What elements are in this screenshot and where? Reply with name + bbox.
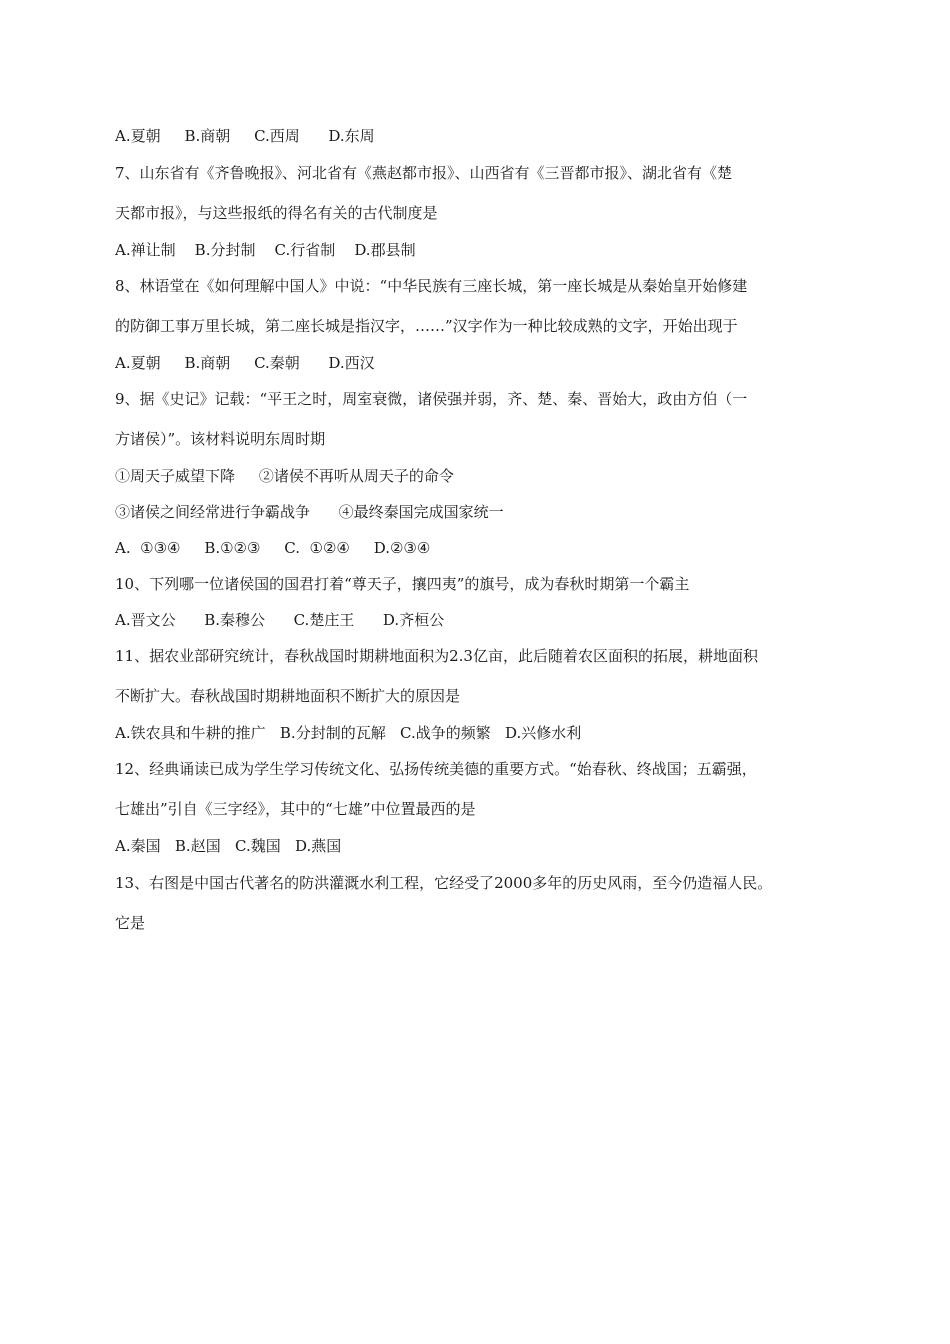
q8-options: A.夏朝 B.商朝 C.秦朝 D.西汉	[115, 354, 375, 372]
q9-stem-line-1: 9、据《史记》记载：“平王之时，周室衰微，诸侯强并弱，齐、楚、秦、晋始大，政由方伯（一	[115, 390, 748, 408]
q10-stem: 10、下列哪一位诸侯国的国君打着“尊天子，攘四夷”的旗号，成为春秋时期第一个霸主	[115, 575, 690, 593]
q12-stem-line-1: 12、经典诵读已成为学生学习传统文化、弘扬传统美德的重要方式。“始春秋、终战国；五霸强，	[115, 760, 757, 778]
q11-stem-line-2: 不断扩大。春秋战国时期耕地面积不断扩大的原因是	[115, 687, 461, 705]
q9-stem-line-2: 方诸侯）”。该材料说明东周时期	[115, 430, 326, 448]
q10-options: A.晋文公 B.秦穆公 C.楚庄王 D.齐桓公	[115, 611, 445, 629]
q6-options: A.夏朝 B.商朝 C.西周 D.东周	[115, 127, 375, 145]
q13-stem-line-2: 它是	[115, 914, 146, 932]
q7-stem-line-1: 7、山东省有《齐鲁晚报》、河北省有《燕赵都市报》、山西省有《三晋都市报》、湖北省有《楚	[115, 164, 733, 182]
q9-statement-3-4: ③诸侯之间经常进行争霸战争 ④最终秦国完成国家统一	[115, 503, 504, 521]
q7-stem-line-2: 天都市报》，与这些报纸的得名有关的古代制度是	[115, 204, 438, 222]
q8-stem-line-2: 的防御工事万里长城，第二座长城是指汉字，……”汉字作为一种比较成熟的文字，开始出现于	[115, 317, 738, 335]
q8-stem-line-1: 8、林语堂在《如何理解中国人》中说：“中华民族有三座长城，第一座长城是从秦始皇开始修建	[115, 277, 748, 295]
q12-options: A.秦国 B.赵国 C.魏国 D.燕国	[115, 837, 342, 855]
q11-options: A.铁农具和牛耕的推广 B.分封制的瓦解 C.战争的频繁 D.兴修水利	[115, 724, 582, 742]
q13-stem-line-1: 13、右图是中国古代著名的防洪灌溉水利工程，它经受了2000多年的历史风雨，至今仍造福人民。	[115, 874, 773, 892]
q7-options: A.禅让制 B.分封制 C.行省制 D.郡县制	[115, 241, 416, 259]
q9-statement-1-2: ①周天子威望下降 ②诸侯不再听从周天子的命令	[115, 467, 454, 485]
q12-stem-line-2: 七雄出”引自《三字经》，其中的“七雄”中位置最西的是	[115, 800, 476, 818]
q11-stem-line-1: 11、据农业部研究统计，春秋战国时期耕地面积为2.3亿亩，此后随着农区面积的拓展，耕地面积	[115, 647, 758, 665]
q9-options: A. ①③④ B.①②③ C. ①②④ D.②③④	[115, 539, 431, 557]
